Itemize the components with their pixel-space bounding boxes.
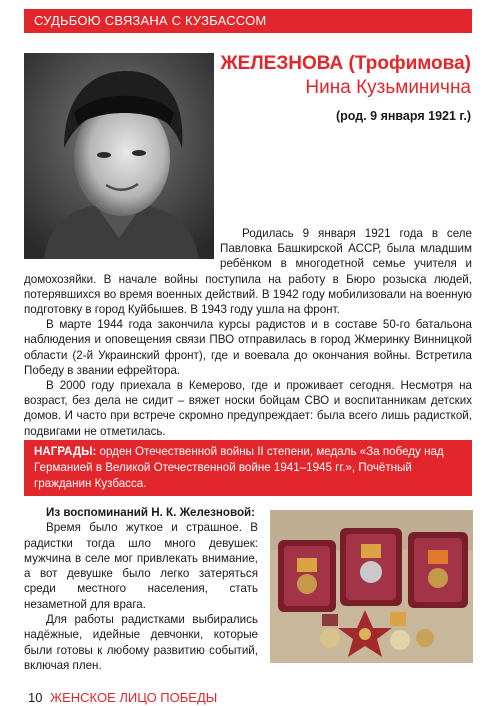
- person-surname: ЖЕЛЕЗНОВА (Трофимова): [220, 53, 471, 74]
- memoir-title: Из воспоминаний Н. К. Железновой:: [46, 506, 256, 519]
- memoir-paragraph: Для работы радистками выбирались надёжные, идейные девчонки, которые были готовы к любому развитию событий, включая плен.: [24, 613, 258, 672]
- awards-label: НАГРАДЫ:: [34, 445, 97, 458]
- page-footer: [28, 690, 217, 706]
- bio-paragraph: В 2000 году приехала в Кемерово, где и проживает сегодня. Несмотря на возраст, без дела не сидит – вяжет носки бойцам СВО и воспитанникам детских домов. И часто при встрече скромно предупреждает: была всего лишь радисткой, подвигами не отметилась.: [24, 379, 472, 438]
- bio-paragraph: Родилась 9 января 1921 года в селе Павловка Башкирской АССР, была младшим ребёнком в многодетной семье учителя и домохозяйки. В начале войны поступила на работу в Бюро розыска людей, потерявшихся во время военных действий. В 1942 году мобилизовали на военную подготовку в город Куйбышев. В 1943 году ушла на фронт.: [24, 227, 472, 317]
- publication-section: ЖЕНСКОЕ ЛИЦО ПОБЕДЫ: [50, 690, 218, 705]
- section-header: [24, 9, 472, 33]
- medals-illustration: [270, 510, 473, 663]
- awards-box: [24, 440, 472, 496]
- memoir: [24, 505, 258, 673]
- page-number: 10: [28, 690, 43, 705]
- photo-wrap-space: [24, 226, 220, 260]
- biography: [24, 226, 472, 439]
- birth-date: (род. 9 января 1921 г.): [336, 109, 471, 123]
- memoir-paragraph: Время было жуткое и страшное. В радистки тогда шло много девушек: мужчина в селе мог привлекать внимание, а вот девушке было легко затеряться среди местного населения, стать незаметной для врага.: [24, 521, 258, 611]
- medals-photo: [270, 510, 473, 663]
- person-given-names: Нина Кузьминична: [305, 77, 471, 98]
- section-title: СУДЬБОЮ СВЯЗАНА С КУЗБАССОМ: [34, 13, 267, 28]
- awards-text: орден Отечественной войны II степени, медаль «За победу над Германией в Великой Отечественной войне 1941–1945 гг.», Почётный гражданин Кузбасса.: [34, 445, 444, 490]
- person-heading: [221, 52, 472, 123]
- bio-paragraph: В марте 1944 года закончила курсы радистов и в составе 50-го батальона наблюдения и оповещения связи ПВО отправилась в город Жмеринку Винницкой области (2-й Украинский фронт), где и воевала до окончания войны. Встретила Победу в звании ефрейтора.: [24, 318, 472, 377]
